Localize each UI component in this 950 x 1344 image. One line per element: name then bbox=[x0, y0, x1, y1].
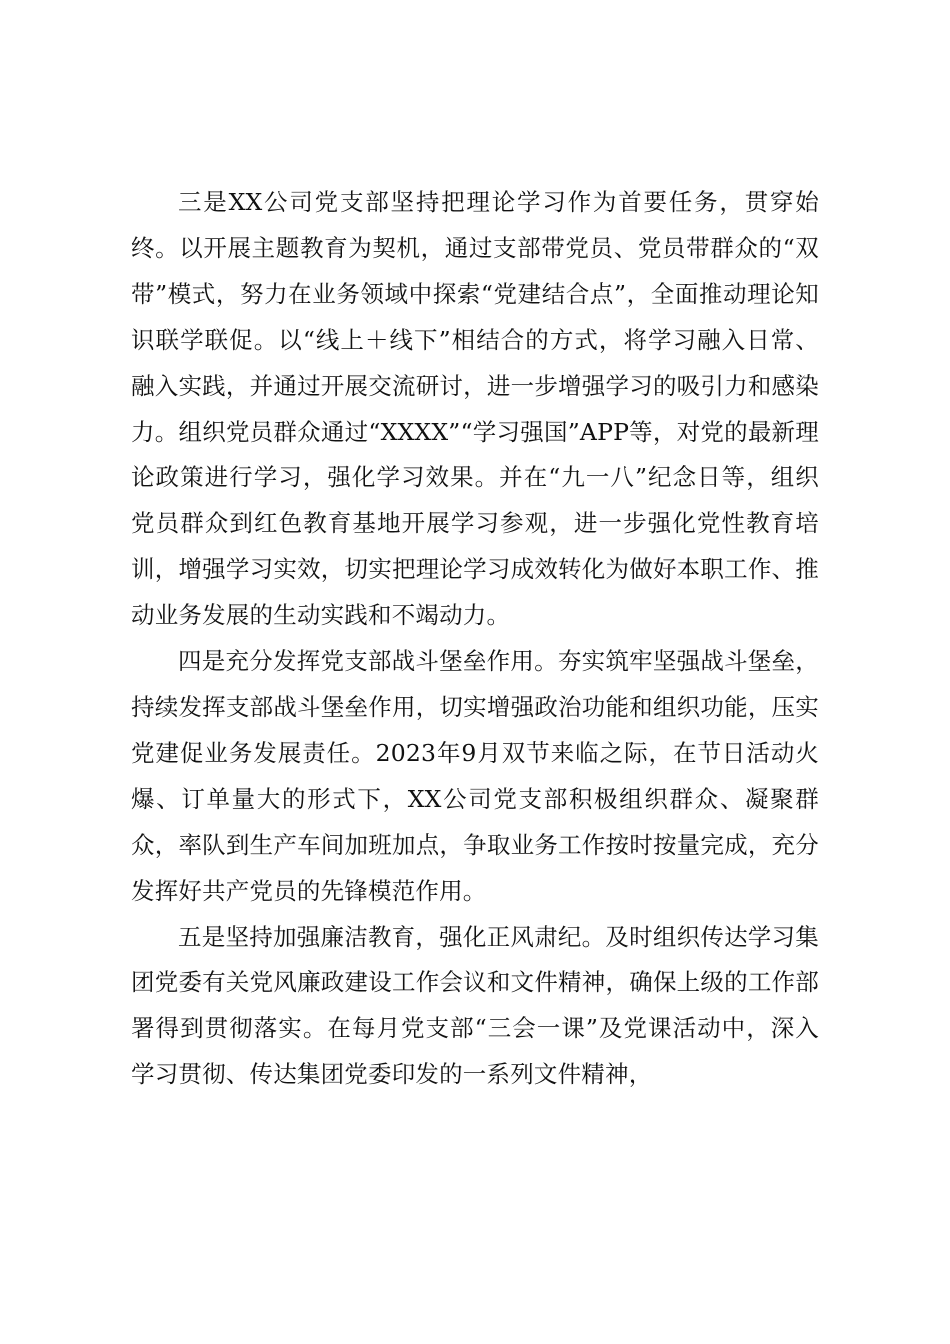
document-body bbox=[131, 180, 819, 1098]
paragraph-four: 四是充分发挥党支部战斗堡垒作用。夯实筑牢坚强战斗堡垒，持续发挥支部战斗堡垒作用，切实增强政治功能和组织功能，压实党建促业务发展责任。2023年9月双节来临之际，在节日活动火爆、订单量大的形式下，XX公司党支部积极组织群众、凝聚群众，率队到生产车间加班加点，争取业务工作按时按量完成，充分发挥好共产党员的先锋模范作用。 bbox=[131, 647, 819, 905]
paragraph-five: 五是坚持加强廉洁教育，强化正风肃纪。及时组织传达学习集团党委有关党风廉政建设工作会议和文件精神，确保上级的工作部署得到贯彻落实。在每月党支部“三会一课”及党课活动中，深入学习贯彻、传达集团党委印发的一系列文件精神， bbox=[131, 922, 819, 1089]
paragraph-three: 三是XX公司党支部坚持把理论学习作为首要任务，贯穿始终。以开展主题教育为契机，通过支部带党员、党员带群众的“双带”模式，努力在业务领域中探索“党建结合点”，全面推动理论知识联学联促。以“线上＋线下”相结合的方式，将学习融入日常、融入实践，并通过开展交流研讨，进一步增强学习的吸引力和感染力。组织党员群众通过“XXXX”“学习强国”APP等，对党的最新理论政策进行学习，强化学习效果。并在“九一八”纪念日等，组织党员群众到红色教育基地开展学习参观，进一步强化党性教育培训，增强学习实效，切实把理论学习成效转化为做好本职工作、推动业务发展的生动实践和不竭动力。 bbox=[131, 188, 819, 630]
